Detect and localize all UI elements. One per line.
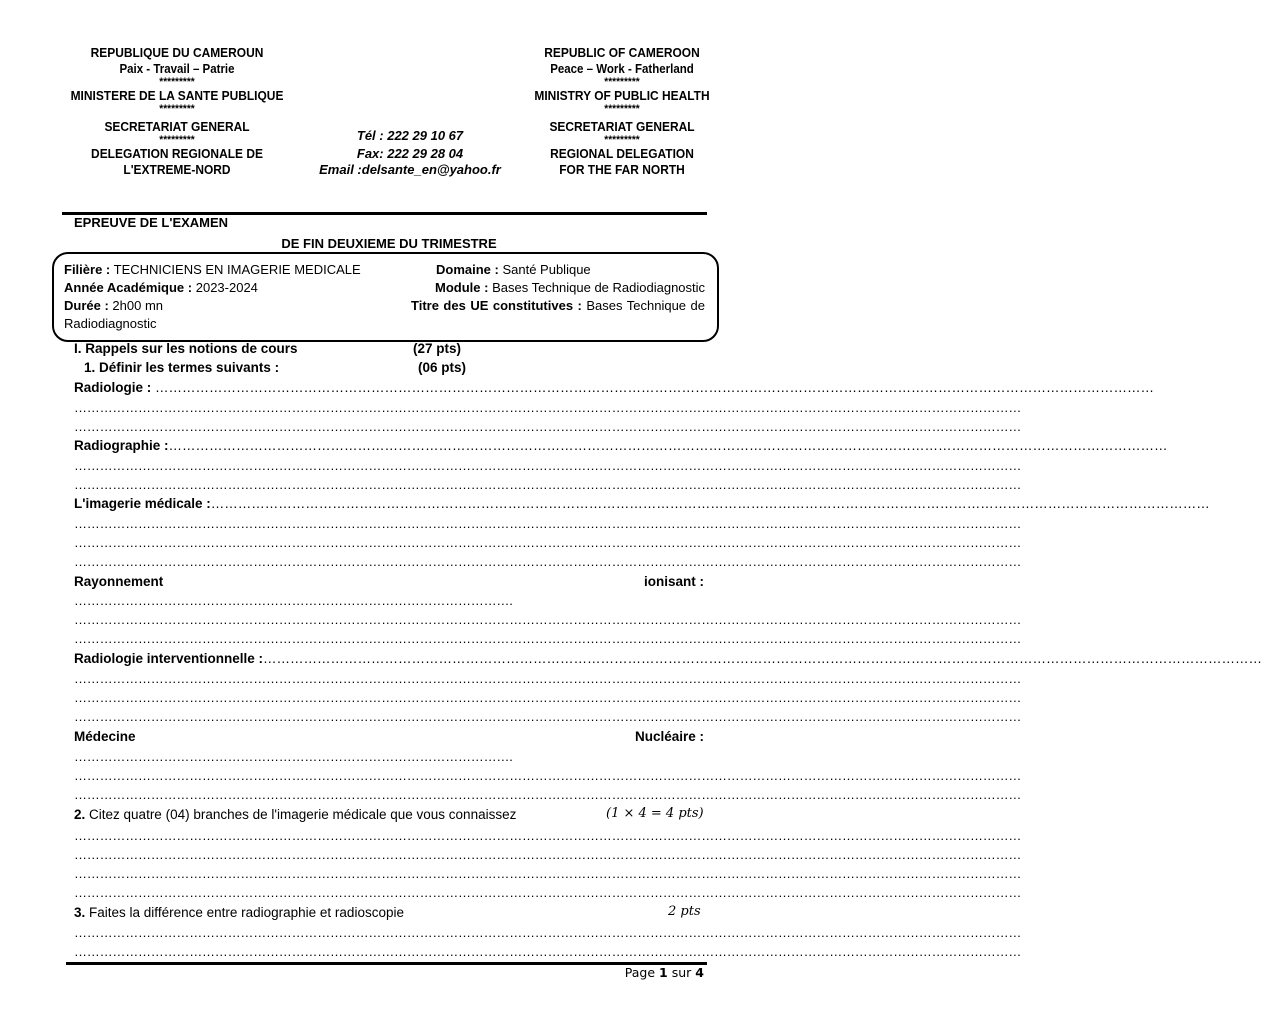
page-number: 1 bbox=[659, 965, 668, 980]
filiere bbox=[64, 262, 361, 278]
term-imagerie-medicale bbox=[74, 496, 1210, 512]
question1: 1. Définir les termes suivants : bbox=[84, 360, 280, 375]
filiere-label: Filière : bbox=[64, 262, 111, 277]
term-nucleaire: Nucléaire : bbox=[634, 729, 704, 744]
answer-line[interactable]: …………………………………………………………………………………………………………………………………………………………………………………………………… bbox=[74, 554, 1022, 569]
answer-line[interactable]: …………………………………………………………………………………………………………………………………………………………………………………………………… bbox=[74, 866, 1022, 881]
answer-dots: …………………………………………………………………………………………………………………………………………………………………………………………………… bbox=[168, 438, 1168, 453]
question1-points: (06 pts) bbox=[418, 360, 467, 375]
header-contact bbox=[305, 128, 515, 178]
answer-line[interactable]: …………………………………………………………………………………………………………………………………………………………………………………………………… bbox=[74, 885, 1022, 900]
section1-title: I. Rappels sur les notions de cours bbox=[74, 341, 298, 356]
annee-label: Année Académique : bbox=[64, 280, 193, 295]
answer-line[interactable]: …………………………………………………………………………………………. bbox=[74, 749, 513, 764]
titre-ue bbox=[411, 298, 705, 314]
answer-line[interactable]: …………………………………………………………………………………………………………………………………………………………………………………………………… bbox=[74, 419, 1022, 434]
separator: ********* bbox=[159, 103, 195, 115]
titre-label: Titre des UE constitutives : bbox=[411, 298, 582, 313]
answer-line[interactable]: …………………………………………………………………………………………………………………………………………………………………………………………………… bbox=[74, 400, 1022, 415]
annee-value: 2023-2024 bbox=[195, 280, 258, 295]
question3 bbox=[74, 905, 404, 921]
answer-line[interactable]: …………………………………………………………………………………………………………………………………………………………………………………………………… bbox=[74, 925, 1022, 940]
domaine-value: Santé Publique bbox=[502, 262, 591, 277]
bottom-rule bbox=[66, 962, 707, 965]
titre-value-continued: Radiodiagnostic bbox=[64, 316, 157, 331]
term-radiologie bbox=[74, 380, 1155, 396]
answer-line[interactable]: …………………………………………………………………………………………………………………………………………………………………………………………………… bbox=[74, 690, 1022, 705]
answer-line[interactable]: …………………………………………………………………………………………………………………………………………………………………………………………………… bbox=[74, 535, 1022, 550]
titre-value: Bases Technique de bbox=[586, 298, 705, 313]
answer-dots: …………………………………………………………………………………………………………………………………………………………………………………………………… bbox=[210, 496, 1210, 511]
answer-line[interactable]: …………………………………………………………………………………………………………………………………………………………………………………………………… bbox=[74, 847, 1022, 862]
term-radiographie bbox=[74, 438, 1168, 454]
delegation-en-line1: REGIONAL DELEGATION bbox=[550, 146, 694, 161]
exam-title-line2 bbox=[0, 236, 768, 251]
secretariat-fr: SECRETARIAT GENERAL bbox=[104, 119, 250, 134]
section1-points: (27 pts) bbox=[413, 341, 462, 356]
answer-line[interactable]: …………………………………………………………………………………………………………………………………………………………………………………………………… bbox=[74, 477, 1022, 492]
question2-number: 2. bbox=[74, 807, 86, 822]
answer-line[interactable]: …………………………………………………………………………………………. bbox=[74, 593, 513, 608]
answer-line[interactable]: …………………………………………………………………………………………………………………………………………………………………………………………………… bbox=[74, 828, 1022, 843]
answer-dots: …………………………………………………………………………………………………………………………………………………………………………………………………… bbox=[263, 651, 1262, 666]
answer-line[interactable]: …………………………………………………………………………………………………………………………………………………………………………………………………… bbox=[74, 787, 1022, 802]
question3-text: Faites la différence entre radiographie et radioscopie bbox=[89, 905, 404, 920]
answer-line[interactable]: …………………………………………………………………………………………………………………………………………………………………………………………………… bbox=[74, 768, 1022, 783]
term-label: Radiologie interventionnelle : bbox=[74, 651, 264, 666]
ministry-fr: MINISTERE DE LA SANTE PUBLIQUE bbox=[70, 88, 284, 103]
separator: ********* bbox=[159, 76, 195, 88]
exam-title-line2-text: DE FIN DEUXIEME DU TRIMESTRE bbox=[281, 236, 497, 251]
term-label: Radiographie : bbox=[74, 438, 169, 453]
question3-number: 3. bbox=[74, 905, 86, 920]
term-label: Radiologie : bbox=[74, 380, 152, 395]
annee bbox=[64, 280, 258, 296]
header-left bbox=[53, 45, 301, 178]
duree bbox=[64, 298, 163, 314]
domaine bbox=[436, 262, 591, 278]
secretariat-en: SECRETARIAT GENERAL bbox=[549, 119, 695, 134]
header-right bbox=[508, 45, 736, 178]
filiere-value: TECHNICIENS EN IMAGERIE MEDICALE bbox=[113, 262, 361, 277]
answer-line[interactable]: …………………………………………………………………………………………………………………………………………………………………………………………………… bbox=[74, 612, 1022, 627]
page-total: 4 bbox=[695, 965, 704, 980]
separator: ********* bbox=[604, 134, 640, 146]
answer-dots: …………………………………………………………………………………………………………………………………………………………………………………………………… bbox=[155, 380, 1155, 395]
separator: ********* bbox=[604, 103, 640, 115]
separator: ********* bbox=[159, 134, 195, 146]
country-fr: REPUBLIQUE DU CAMEROUN bbox=[90, 45, 264, 60]
separator: ********* bbox=[604, 76, 640, 88]
contact-tel: Tél : 222 29 10 67 bbox=[356, 128, 464, 143]
answer-line[interactable]: …………………………………………………………………………………………………………………………………………………………………………………………………… bbox=[74, 709, 1022, 724]
page-label: Page bbox=[624, 965, 656, 980]
motto-fr: Paix - Travail – Patrie bbox=[119, 62, 235, 76]
term-rayonnement: Rayonnement bbox=[74, 574, 164, 589]
term-radiologie-interventionnelle bbox=[74, 651, 1262, 667]
delegation-fr-line2: L'EXTREME-NORD bbox=[123, 162, 231, 177]
country-en: REPUBLIC OF CAMEROON bbox=[544, 45, 700, 60]
page-footer bbox=[625, 965, 704, 980]
term-medecine: Médecine bbox=[74, 729, 136, 744]
module-value: Bases Technique de Radiodiagnostic bbox=[492, 280, 706, 295]
domaine-label: Domaine : bbox=[436, 262, 499, 277]
motto-en: Peace – Work - Fatherland bbox=[550, 62, 694, 76]
question3-points: 2 pts bbox=[668, 904, 701, 919]
delegation-en-line2: FOR THE FAR NORTH bbox=[559, 162, 685, 177]
answer-line[interactable]: …………………………………………………………………………………………………………………………………………………………………………………………………… bbox=[74, 458, 1022, 473]
delegation-fr-line1: DELEGATION REGIONALE DE bbox=[91, 146, 263, 161]
module bbox=[435, 280, 705, 296]
answer-line[interactable]: …………………………………………………………………………………………………………………………………………………………………………………………………… bbox=[74, 631, 1022, 646]
question2-text: Citez quatre (04) branches de l'imagerie médicale que vous connaissez bbox=[89, 807, 517, 822]
contact-fax: Fax: 222 29 28 04 bbox=[356, 146, 464, 161]
module-label: Module : bbox=[435, 280, 489, 295]
ministry-en: MINISTRY OF PUBLIC HEALTH bbox=[534, 88, 710, 103]
answer-line[interactable]: …………………………………………………………………………………………………………………………………………………………………………………………………… bbox=[74, 516, 1022, 531]
page-of: sur bbox=[671, 965, 692, 980]
question2-points: (1 × 4 = 4 pts) bbox=[606, 806, 704, 821]
duree-label: Durée : bbox=[64, 298, 109, 313]
term-ionisant: ionisant : bbox=[644, 574, 704, 589]
question2 bbox=[74, 807, 516, 823]
term-label: L'imagerie médicale : bbox=[74, 496, 211, 511]
duree-value: 2h00 mn bbox=[112, 298, 164, 313]
contact-email: Email :delsante_en@yahoo.fr bbox=[319, 162, 501, 177]
exam-title-line1: EPREUVE DE L'EXAMEN bbox=[74, 215, 229, 230]
answer-line[interactable]: …………………………………………………………………………………………………………………………………………………………………………………………………… bbox=[74, 671, 1022, 686]
answer-line[interactable]: …………………………………………………………………………………………………………………………………………………………………………………………………… bbox=[74, 944, 1022, 959]
